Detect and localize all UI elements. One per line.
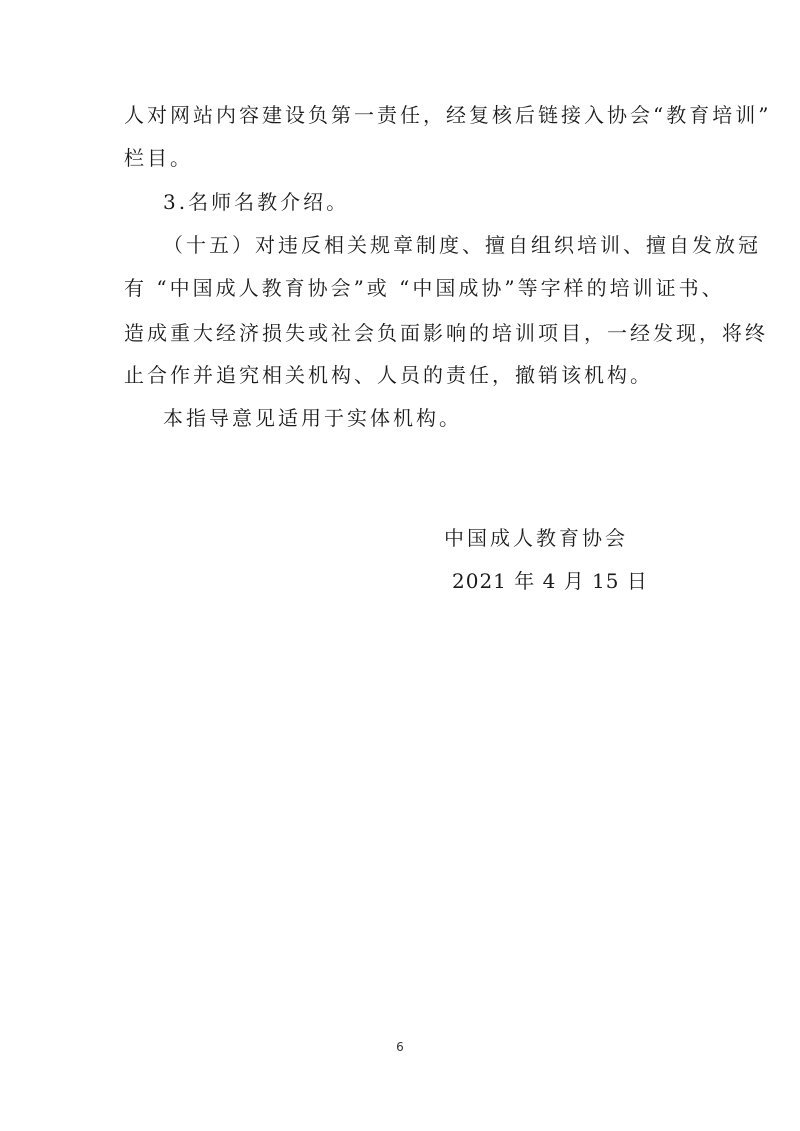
paragraph-line-5: 有 “中国成人教育协会”或 “中国成协”等字样的培训证书、 (124, 276, 725, 300)
signature-date: 2021 年 4 月 15 日 (452, 569, 648, 593)
page-number: 6 (396, 1040, 404, 1054)
paragraph-line-4: （十五）对违反相关规章制度、擅自组织培训、擅自发放冠 (163, 233, 761, 257)
paragraph-line-1: 人对网站内容建设负第一责任，经复核后链接入协会“教育培训” (124, 103, 772, 127)
paragraph-line-2: 栏目。 (124, 146, 193, 170)
paragraph-line-8: 本指导意见适用于实体机构。 (163, 406, 462, 430)
signature-organization: 中国成人教育协会 (444, 526, 628, 550)
paragraph-line-3: 3.名师名教介绍。 (163, 190, 350, 214)
paragraph-line-6: 造成重大经济损失或社会负面影响的培训项目，一经发现，将终 (124, 321, 768, 345)
paragraph-line-7: 止合作并追究相关机构、人员的责任，撤销该机构。 (124, 363, 653, 387)
